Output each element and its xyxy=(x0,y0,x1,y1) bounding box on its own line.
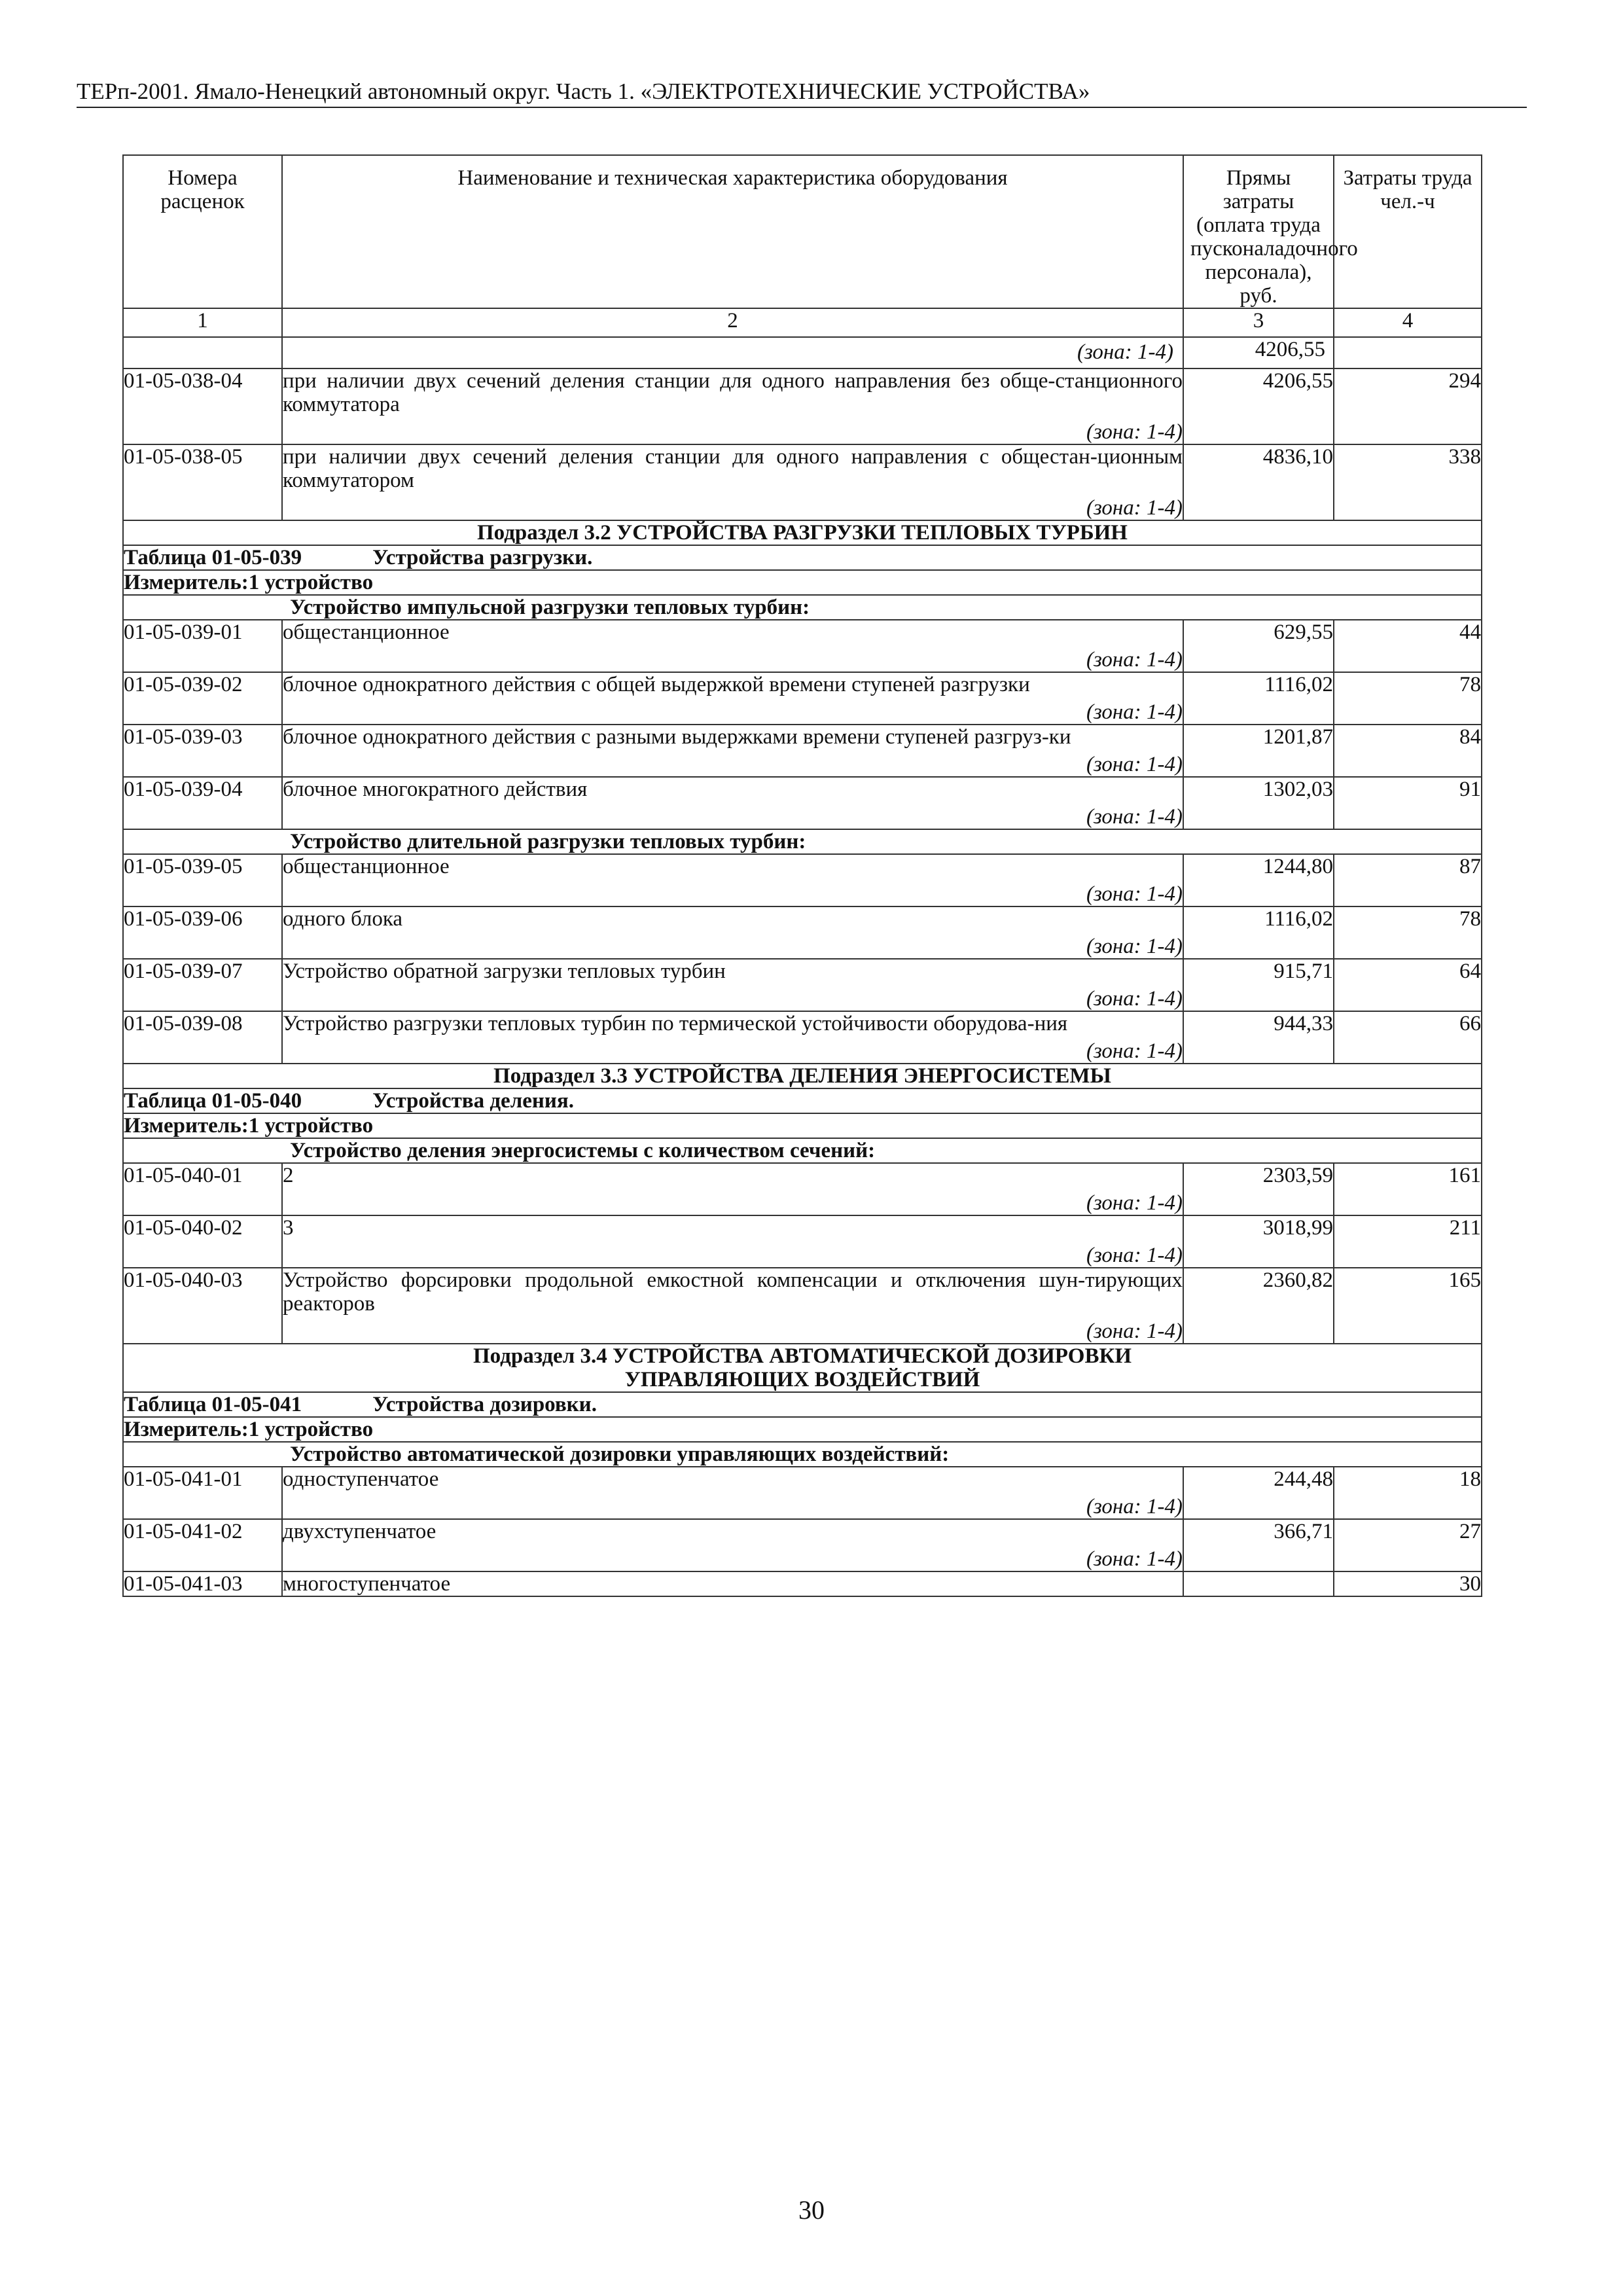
direct-cost xyxy=(1183,1571,1334,1596)
zone-label: (зона: 1-4) xyxy=(1086,753,1183,776)
labor-hours: 66 xyxy=(1334,1011,1482,1064)
rate-code: 01-05-038-05 xyxy=(123,444,282,520)
section-heading: Подраздел 3.3 УСТРОЙСТВА ДЕЛЕНИЯ ЭНЕРГОСИСТЕМЫ xyxy=(123,1064,1482,1088)
rate-code: 01-05-041-02 xyxy=(123,1519,282,1571)
description-text: 3 xyxy=(283,1216,294,1240)
rate-code: 01-05-041-01 xyxy=(123,1467,282,1519)
description-text: при наличии двух сечений деления станции для одного направления без обще-станционного коммутатора xyxy=(283,369,1183,416)
table-row xyxy=(123,620,1482,672)
rate-code: 01-05-039-04 xyxy=(123,777,282,829)
labor-hours: 78 xyxy=(1334,672,1482,725)
description-text: блочное однократного действия с разными выдержками времени ступеней разгруз-ки xyxy=(283,725,1071,749)
labor-hours: 64 xyxy=(1334,959,1482,1011)
group-heading: Устройство импульсной разгрузки тепловых турбин: xyxy=(282,595,1482,620)
table-title xyxy=(123,1392,1482,1417)
description-text: двухступенчатое xyxy=(283,1520,437,1543)
table-row xyxy=(123,1215,1482,1268)
col-header-direct-costs: Прямы затраты (оплата труда пусконаладочного персонала), руб. xyxy=(1183,155,1334,308)
table-title-row xyxy=(123,545,1482,570)
zone-label: (зона: 1-4) xyxy=(1086,496,1183,520)
rate-code: 01-05-040-03 xyxy=(123,1268,282,1344)
zone-label: (зона: 1-4) xyxy=(1086,1244,1183,1267)
measure-unit: Измеритель:1 устройство xyxy=(123,570,1482,595)
col-number-3: 3 xyxy=(1183,308,1334,337)
table-row xyxy=(123,1011,1482,1064)
direct-cost: 2360,82 xyxy=(1183,1268,1334,1344)
measure-row xyxy=(123,1113,1482,1138)
description-text: одноступенчатое xyxy=(283,1467,439,1491)
table-row xyxy=(123,1571,1482,1596)
table-number: Таблица 01-05-040 xyxy=(124,1089,302,1113)
direct-cost: 244,48 xyxy=(1183,1467,1334,1519)
description-text: 2 xyxy=(283,1164,294,1187)
col-number-2: 2 xyxy=(282,308,1183,337)
direct-cost: 4836,10 xyxy=(1183,444,1334,520)
direct-cost: 4206,55 xyxy=(1183,368,1334,444)
description-cell xyxy=(282,1215,1183,1268)
labor-hours: 338 xyxy=(1334,444,1482,520)
zone-label: (зона: 1-4) xyxy=(1086,1547,1183,1571)
description-text: Устройство разгрузки тепловых турбин по термической устойчивости оборудова-ния xyxy=(283,1012,1068,1035)
zone-label: (зона: 1-4) xyxy=(1086,700,1183,724)
group-heading: Устройство длительной разгрузки тепловых турбин: xyxy=(282,829,1482,854)
rate-code: 01-05-039-06 xyxy=(123,906,282,959)
direct-cost: 3018,99 xyxy=(1183,1215,1334,1268)
description-text: общестанционное xyxy=(283,855,450,878)
description-cell xyxy=(282,725,1183,777)
table-row xyxy=(123,1519,1482,1571)
direct-cost: 915,71 xyxy=(1183,959,1334,1011)
description-cell xyxy=(282,959,1183,1011)
table-row xyxy=(123,777,1482,829)
labor-hours: 78 xyxy=(1334,906,1482,959)
table-row xyxy=(123,368,1482,444)
section-heading-row xyxy=(123,520,1482,545)
carry-over-labor-cell xyxy=(1334,337,1482,368)
zone-label: (зона: 1-4) xyxy=(1086,420,1183,444)
description-cell xyxy=(282,672,1183,725)
carry-over-code-cell xyxy=(123,337,282,368)
description-text: Устройство форсировки продольной емкостной компенсации и отключения шун-тирующих реакторов xyxy=(283,1268,1183,1316)
direct-cost: 1116,02 xyxy=(1183,672,1334,725)
zone-label: (зона: 1-4) xyxy=(1086,1191,1183,1215)
rate-code: 01-05-039-03 xyxy=(123,725,282,777)
description-cell xyxy=(282,1011,1183,1064)
zone-label: (зона: 1-4) xyxy=(1086,1039,1183,1063)
direct-cost: 629,55 xyxy=(1183,620,1334,672)
direct-cost: 944,33 xyxy=(1183,1011,1334,1064)
direct-cost: 1116,02 xyxy=(1183,906,1334,959)
table-row xyxy=(123,672,1482,725)
description-text: общестанционное xyxy=(283,620,450,644)
table-name: Устройства дозировки. xyxy=(372,1393,597,1416)
labor-hours: 165 xyxy=(1334,1268,1482,1344)
description-cell xyxy=(282,444,1183,520)
section-heading-row xyxy=(123,1344,1482,1392)
description-cell xyxy=(282,777,1183,829)
zone-label: (зона: 1-4) xyxy=(1077,340,1173,364)
rate-code: 01-05-039-08 xyxy=(123,1011,282,1064)
carry-over-cost: 4206,55 xyxy=(1183,337,1334,368)
measure-unit: Измеритель:1 устройство xyxy=(123,1417,1482,1442)
table-title xyxy=(123,1088,1482,1113)
description-cell xyxy=(282,906,1183,959)
labor-hours: 27 xyxy=(1334,1519,1482,1571)
table-row xyxy=(123,1467,1482,1519)
measure-row xyxy=(123,570,1482,595)
description-cell xyxy=(282,1467,1183,1519)
direct-cost: 366,71 xyxy=(1183,1519,1334,1571)
table-name: Устройства деления. xyxy=(372,1089,574,1113)
description-text: блочное многократного действия xyxy=(283,778,588,801)
labor-hours: 44 xyxy=(1334,620,1482,672)
col-header-labor: Затраты труда чел.-ч xyxy=(1334,155,1482,308)
group-row xyxy=(123,1138,1482,1163)
measure-row xyxy=(123,1417,1482,1442)
table-row xyxy=(123,959,1482,1011)
description-text: многоступенчатое xyxy=(283,1572,451,1596)
table-row xyxy=(123,854,1482,906)
rate-code: 01-05-038-04 xyxy=(123,368,282,444)
labor-hours: 161 xyxy=(1334,1163,1482,1215)
description-text: блочное однократного действия с общей выдержкой времени ступеней разгрузки xyxy=(283,673,1030,696)
labor-hours: 30 xyxy=(1334,1571,1482,1596)
section-heading-row xyxy=(123,1064,1482,1088)
group-row xyxy=(123,829,1482,854)
direct-cost: 1302,03 xyxy=(1183,777,1334,829)
direct-cost: 1244,80 xyxy=(1183,854,1334,906)
group-row xyxy=(123,595,1482,620)
description-cell xyxy=(282,1519,1183,1571)
zone-label: (зона: 1-4) xyxy=(1086,935,1183,958)
description-cell xyxy=(282,1268,1183,1344)
description-text: при наличии двух сечений деления станции для одного направления с общестан-ционным коммутатором xyxy=(283,445,1183,492)
group-spacer xyxy=(123,829,282,854)
description-cell xyxy=(282,1571,1183,1596)
rate-code: 01-05-039-05 xyxy=(123,854,282,906)
section-heading: Подраздел 3.2 УСТРОЙСТВА РАЗГРУЗКИ ТЕПЛОВЫХ ТУРБИН xyxy=(123,520,1482,545)
group-heading: Устройство автоматической дозировки управляющих воздействий: xyxy=(282,1442,1482,1467)
group-spacer xyxy=(123,595,282,620)
rate-code: 01-05-039-02 xyxy=(123,672,282,725)
section-heading-line: УПРАВЛЯЮЩИХ ВОЗДЕЙСТВИЙ xyxy=(624,1368,980,1391)
rate-code: 01-05-040-01 xyxy=(123,1163,282,1215)
direct-cost: 2303,59 xyxy=(1183,1163,1334,1215)
table-number: Таблица 01-05-041 xyxy=(124,1393,302,1416)
table-row xyxy=(123,1163,1482,1215)
description-cell xyxy=(282,368,1183,444)
description-cell xyxy=(282,1163,1183,1215)
table-title xyxy=(123,545,1482,570)
table-row xyxy=(123,444,1482,520)
price-table xyxy=(122,154,1482,1597)
zone-label: (зона: 1-4) xyxy=(1086,1495,1183,1518)
group-spacer xyxy=(123,1138,282,1163)
zone-label: (зона: 1-4) xyxy=(1086,1319,1183,1343)
zone-label: (зона: 1-4) xyxy=(1086,805,1183,829)
rate-code: 01-05-039-01 xyxy=(123,620,282,672)
zone-label: (зона: 1-4) xyxy=(1086,648,1183,672)
rate-code: 01-05-041-03 xyxy=(123,1571,282,1596)
col-header-codes: Номера расценок xyxy=(123,155,282,308)
labor-hours: 87 xyxy=(1334,854,1482,906)
zone-label: (зона: 1-4) xyxy=(1086,987,1183,1011)
column-number-row xyxy=(123,308,1482,337)
rate-code: 01-05-040-02 xyxy=(123,1215,282,1268)
group-heading: Устройство деления энергосистемы с количеством сечений: xyxy=(282,1138,1482,1163)
page-number: 30 xyxy=(798,2195,825,2225)
labor-hours: 211 xyxy=(1334,1215,1482,1268)
carry-over-row xyxy=(123,337,1482,368)
carry-over-desc xyxy=(282,337,1183,368)
col-number-4: 4 xyxy=(1334,308,1482,337)
description-text: Устройство обратной загрузки тепловых турбин xyxy=(283,960,726,983)
table-title-row xyxy=(123,1392,1482,1417)
running-header: ТЕРп-2001. Ямало-Ненецкий автономный округ. Часть 1. «ЭЛЕКТРОТЕХНИЧЕСКИЕ УСТРОЙСТВА» xyxy=(77,79,1090,104)
rate-code: 01-05-039-07 xyxy=(123,959,282,1011)
table-name: Устройства разгрузки. xyxy=(372,546,593,569)
col-header-description: Наименование и техническая характеристика оборудования xyxy=(282,155,1183,308)
labor-hours: 18 xyxy=(1334,1467,1482,1519)
zone-label: (зона: 1-4) xyxy=(1086,882,1183,906)
section-heading-line: Подраздел 3.4 УСТРОЙСТВА АВТОМАТИЧЕСКОЙ ДОЗИРОВКИ xyxy=(473,1344,1132,1368)
description-cell xyxy=(282,620,1183,672)
table-row xyxy=(123,906,1482,959)
labor-hours: 294 xyxy=(1334,368,1482,444)
group-row xyxy=(123,1442,1482,1467)
labor-hours: 84 xyxy=(1334,725,1482,777)
description-text: одного блока xyxy=(283,907,403,931)
description-cell xyxy=(282,854,1183,906)
group-spacer xyxy=(123,1442,282,1467)
table-header-row xyxy=(123,155,1482,308)
labor-hours: 91 xyxy=(1334,777,1482,829)
direct-cost: 1201,87 xyxy=(1183,725,1334,777)
section-heading xyxy=(123,1344,1482,1392)
header-rule xyxy=(77,107,1527,108)
table-row xyxy=(123,725,1482,777)
measure-unit: Измеритель:1 устройство xyxy=(123,1113,1482,1138)
col-number-1: 1 xyxy=(123,308,282,337)
table-number: Таблица 01-05-039 xyxy=(124,546,302,569)
table-row xyxy=(123,1268,1482,1344)
table-title-row xyxy=(123,1088,1482,1113)
